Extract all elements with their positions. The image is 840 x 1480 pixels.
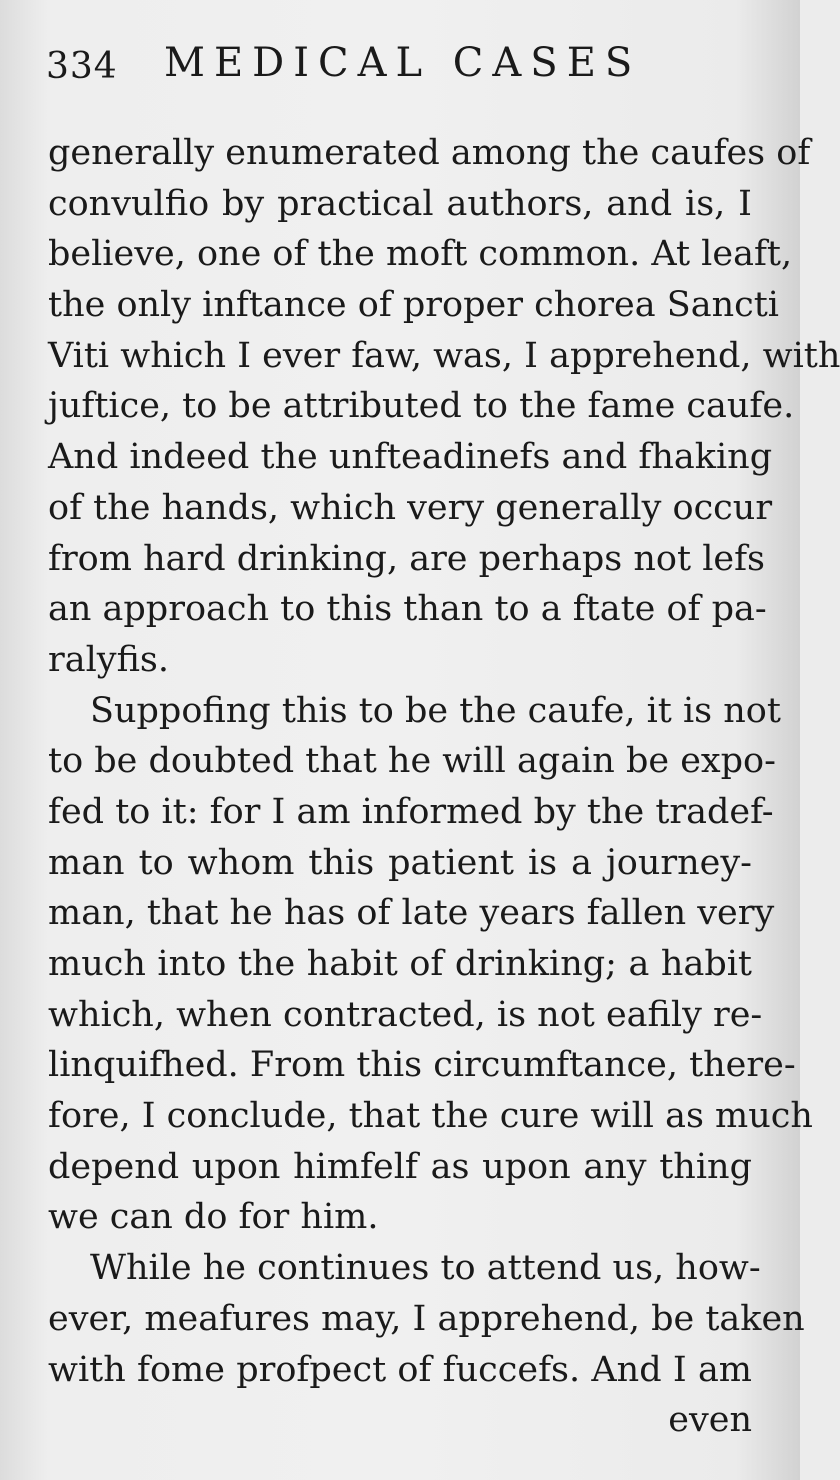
text-line: of the hands, which very generally occur [48,487,773,528]
text-line: much into the habit of drinking; a habit [48,944,752,984]
paragraph-start-line: Suppofing this to be the caufe, it is not [90,690,781,731]
text-line: to be doubted that he will again be expo- [48,741,776,782]
text-line: Viti which I ever faw, was, I apprehend, with [48,335,840,376]
text-line: believe, one of the moft common. At leaft, [48,234,793,275]
text-line: fed to it: for I am informed by the tradef- [48,791,774,832]
text-line: ever, meafures may, I apprehend, be taken [48,1298,805,1339]
paragraph-start-line: While he continues to attend us, how- [90,1248,761,1289]
text-line: depend upon himfelf as upon any thing [48,1146,752,1187]
text-line: the only inftance of proper chorea Sancti [48,285,779,326]
running-head: MEDICAL CASES [164,40,642,86]
text-line: juftice, to be attributed to the fame caufe. [48,386,795,427]
page-header [46,40,766,100]
body-text [48,128,840,1446]
text-line: man to whom this patient is a journey- [48,842,752,883]
text-line: with fome profpect of fuccefs. And I am [48,1349,752,1390]
text-line: ralyfis. [48,639,169,680]
text-line: from hard drinking, are perhaps not lefs [48,538,766,579]
text-line: an approach to this than to a ftate of pa- [48,589,767,630]
text-line: linquifhed. From this circumftance, there- [48,1045,796,1086]
text-line: which, when contracted, is not eafily re- [48,994,763,1035]
text-line: And indeed the unfteadinefs and fhaking [48,437,773,478]
text-line: man, that he has of late years fallen very [48,893,775,934]
text-line: fore, I conclude, that the cure will as much [48,1096,813,1137]
text-line: generally enumerated among the caufes of [48,133,811,173]
text-line: convulfio by practical authors, and is, I [48,183,752,224]
text-line: we can do for him. [48,1197,379,1238]
page-number: 334 [46,46,118,87]
catchword: even [668,1400,752,1441]
